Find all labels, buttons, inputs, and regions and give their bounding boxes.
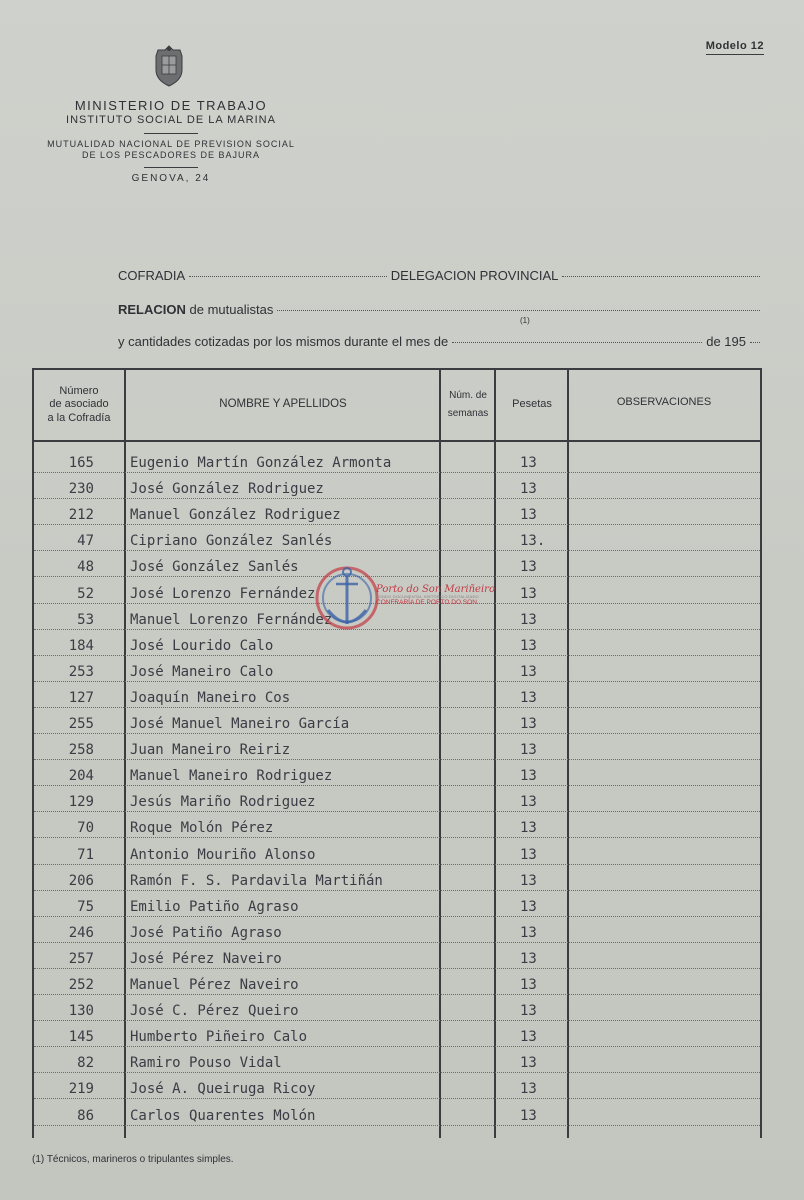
header-semanas: Núm. de semanas [447,390,489,419]
pesetas-value: 13 [520,846,537,863]
cofradia-label: COFRADIA [118,268,186,283]
member-name: Humberto Piñeiro Calo [130,1029,308,1046]
pesetas-value: 13 [520,820,537,837]
stamp-text [376,584,496,607]
member-number: 82 [77,1055,94,1072]
table-row [34,942,760,969]
table-row [34,707,760,734]
member-number: 145 [68,1029,94,1046]
member-number: 246 [68,924,94,941]
member-number: 52 [77,585,94,602]
pesetas-value: 13 [520,872,537,889]
member-number: 86 [77,1107,94,1124]
table-row [34,1099,760,1126]
table-row [34,890,760,917]
pesetas-value: 13. [520,533,546,550]
member-number: 53 [77,611,94,628]
table-row [34,838,760,865]
member-number: 127 [68,689,94,706]
member-number: 212 [68,507,94,524]
member-number: 258 [68,742,94,759]
member-number: 70 [77,820,94,837]
member-number: 47 [77,533,94,550]
delegacion-label: DELEGACION PROVINCIAL [390,268,559,283]
table-row [34,1072,760,1099]
member-name: Roque Molón Pérez [130,820,274,837]
member-number: 257 [68,950,94,967]
table-row [34,733,760,760]
member-name: Juan Maneiro Reiriz [130,742,291,759]
member-number: 165 [68,455,94,471]
stamp-org: CONFRARÍA DE PORTO DO SON [376,599,477,607]
header-pesetas: Pesetas [512,398,552,411]
member-name: Carlos Quarentes Molón [130,1107,316,1124]
member-name: Jesús Mariño Rodriguez [130,794,316,811]
member-number: 48 [77,559,94,576]
delegacion-blank[interactable] [562,276,760,277]
member-name: Antonio Mouriño Alonso [130,846,316,863]
model-label: Modelo 12 [706,40,764,55]
member-number: 184 [68,637,94,654]
pesetas-value: 13 [520,1055,537,1072]
member-name: Joaquín Maneiro Cos [130,689,291,706]
member-number: 206 [68,872,94,889]
table-row [34,811,760,838]
pesetas-value: 13 [520,742,537,759]
cantidades-row [118,334,764,349]
pesetas-value: 13 [520,898,537,915]
table-header [34,370,760,442]
pesetas-value: 13 [520,924,537,941]
member-number: 204 [68,768,94,785]
pesetas-value: 13 [520,481,537,498]
note-ref: (1) [520,316,530,325]
member-name: Ramiro Pouso Vidal [130,1055,282,1072]
pesetas-value: 13 [520,611,537,628]
member-name: José Maneiro Calo [130,663,274,680]
table-row [34,1046,760,1073]
member-name: Manuel González Rodriguez [130,507,341,524]
pesetas-value: 13 [520,716,537,732]
members-table [32,368,762,1138]
member-number: 219 [68,1081,94,1098]
pesetas-value: 13 [520,977,537,993]
pesetas-value: 13 [520,794,537,811]
member-name: Emilio Patiño Agraso [130,898,299,915]
member-name: José Pérez Naveiro [130,950,282,967]
member-name: José Lourido Calo [130,637,274,654]
coat-of-arms-icon [152,44,186,88]
relacion-label: RELACION [118,302,186,317]
member-name: Cipriano González Sanlés [130,533,333,550]
table-row [34,446,760,473]
stamp-subtitle: FONDO DOCUMENTAL HISTÓRICO DIGITALIZADO [376,594,479,599]
member-name: José A. Queiruga Ricoy [130,1081,316,1098]
table-row [34,785,760,812]
divider [144,167,198,168]
anchor-stamp-icon [312,558,382,642]
member-name: José Manuel Maneiro García [130,716,350,732]
pesetas-value: 13 [520,559,537,576]
pesetas-value: 13 [520,1081,537,1098]
relacion-rest: de mutualistas [185,302,274,317]
table-row [34,498,760,525]
cantidades-label: y cantidades cotizadas por los mismos durante el mes de [118,334,449,349]
relacion-row [118,302,764,317]
pesetas-value: 13 [520,637,537,654]
member-number: 75 [77,898,94,915]
month-blank[interactable] [452,342,702,343]
letterhead [26,98,316,185]
year-blank[interactable] [750,342,760,343]
member-name: José Patiño Agraso [130,924,282,941]
address: GENOVA, 24 [131,172,211,184]
table-row [34,603,760,630]
table-row [34,655,760,682]
member-number: 255 [68,716,94,732]
member-number: 253 [68,663,94,680]
institute-name: INSTITUTO SOCIAL DE LA MARINA [66,114,276,127]
pesetas-value: 13 [520,663,537,680]
header-numero: Número de asociado a la Cofradía [47,385,111,424]
member-number: 129 [68,794,94,811]
table-row [34,916,760,943]
header-nombre: NOMBRE Y APELLIDOS [219,398,347,411]
table-row [34,524,760,551]
pesetas-value: 13 [520,1107,537,1124]
member-name: José González Rodriguez [130,481,324,498]
member-name: José C. Pérez Queiro [130,1003,299,1020]
member-name: Manuel Pérez Naveiro [130,977,299,993]
relacion-blank[interactable] [277,310,760,311]
pesetas-value: 13 [520,768,537,785]
member-name: Manuel Lorenzo Fernández [130,611,333,628]
table-row [34,681,760,708]
mutual-line-1: MUTUALIDAD NACIONAL DE PREVISION SOCIAL [47,139,295,149]
member-name: Ramón F. S. Pardavila Martiñán [130,872,383,889]
divider [144,133,198,134]
member-name: José González Sanlés [130,559,299,576]
member-number: 130 [68,1003,94,1020]
pesetas-value: 13 [520,585,537,602]
year-label: de 195 [706,334,746,349]
cofradia-blank[interactable] [189,276,387,277]
table-row [34,968,760,995]
member-number: 230 [68,481,94,498]
header-observaciones: OBSERVACIONES [616,396,712,408]
table-row [34,629,760,656]
pesetas-value: 13 [520,507,537,524]
mutual-line-2: DE LOS PESCADORES DE BAJURA [81,150,261,161]
pesetas-value: 13 [520,1029,537,1046]
member-name: Eugenio Martín González Armonta [130,455,392,471]
member-name: José Lorenzo Fernández [130,585,316,602]
pesetas-value: 13 [520,1003,537,1020]
table-row [34,472,760,499]
table-row [34,864,760,891]
stamp-title: Porto do Son Mariñeiro [376,584,495,595]
footnote: (1) Técnicos, marineros o tripulantes simples. [32,1154,234,1165]
member-number: 252 [68,977,94,993]
member-name: Manuel Maneiro Rodriguez [130,768,333,785]
table-row [34,1020,760,1047]
pesetas-value: 13 [520,950,537,967]
pesetas-value: 13 [520,455,537,471]
pesetas-value: 13 [520,689,537,706]
table-row [34,550,760,577]
table-row [34,994,760,1021]
member-number: 71 [77,846,94,863]
cofradia-row [118,268,764,283]
ministry-name: MINISTERIO DE TRABAJO [74,98,268,113]
table-row [34,759,760,786]
